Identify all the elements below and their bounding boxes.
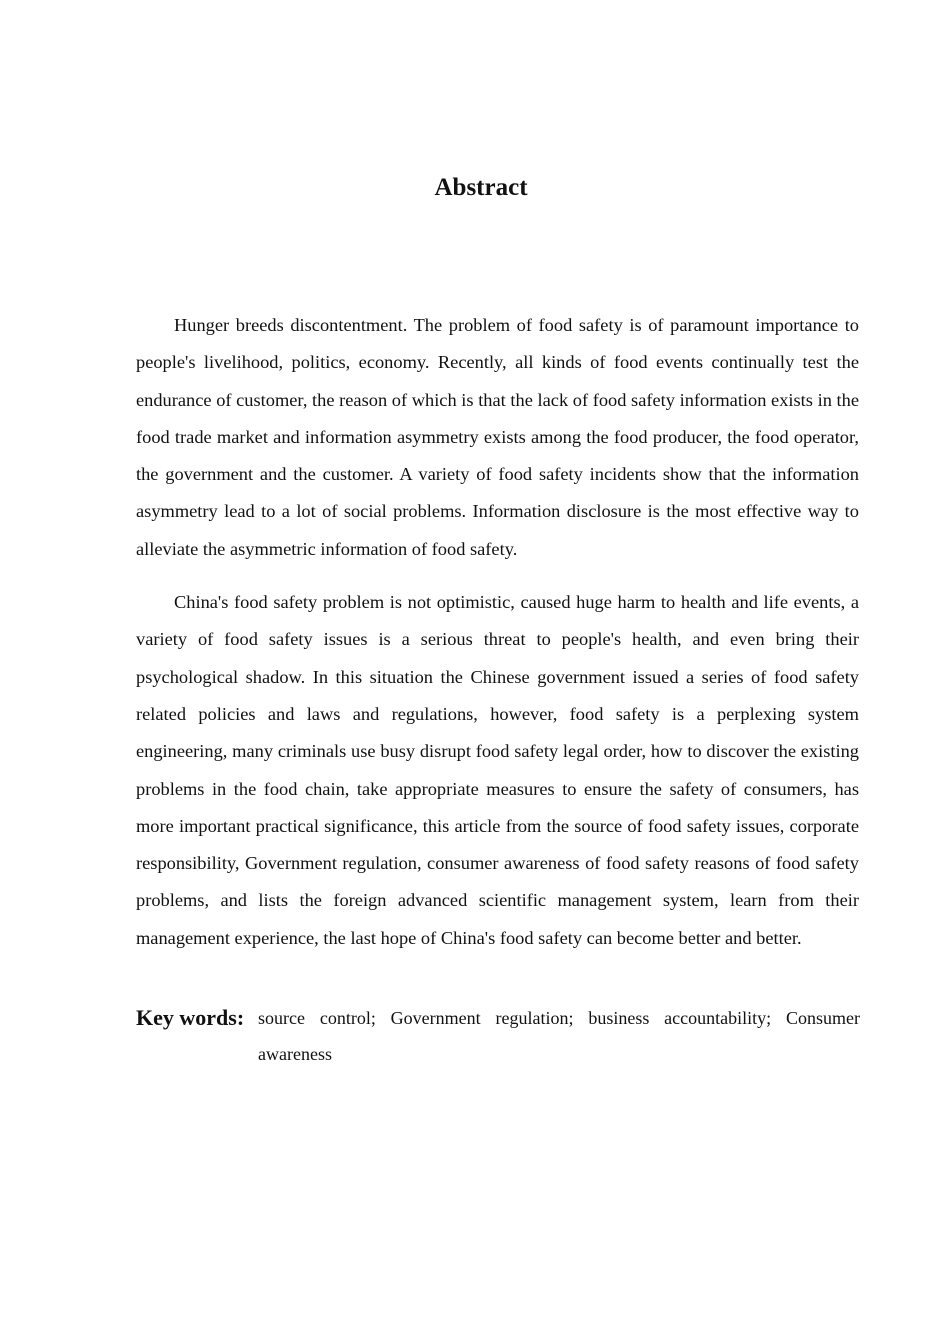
abstract-paragraph-2: China's food safety problem is not optimistic, caused huge harm to health and life events, a variety of food safety issues is a serious threat to people's health, and even bring their psychological shadow. In this situation the Chinese government issued a series of food safety related policies and laws and regulations, however, food safety is a perplexing system engineering, many criminals use busy disrupt food safety legal order, how to discover the existing problems in the food chain, take appropriate measures to ensure the safety of consumers, has more important practical significance, this article from the source of food safety issues, corporate responsibility, Government regulation, consumer awareness of food safety reasons of food safety problems, and lists the foreign advanced scientific management system, learn from their management experience, the last hope of China's food safety can become better and better. bbox=[136, 592, 859, 948]
abstract-paragraph-1: Hunger breeds discontentment. The problem of food safety is of paramount importance to people's livelihood, politics, economy. Recently, all kinds of food events continually test the endurance of customer, the reason of which is that the lack of food safety information exists in the food trade market and information asymmetry exists among the food producer, the food operator, the government and the customer. A variety of food safety incidents show that the information asymmetry lead to a lot of social problems. Information disclosure is the most effective way to alleviate the asymmetric information of food safety. bbox=[136, 315, 859, 559]
keywords-label: Key words: bbox=[136, 1005, 245, 1030]
abstract-body bbox=[136, 307, 859, 957]
abstract-title: Abstract bbox=[434, 174, 528, 201]
keywords-list: source control; Government regulation; business accountability; Consumer awareness bbox=[258, 1008, 860, 1064]
